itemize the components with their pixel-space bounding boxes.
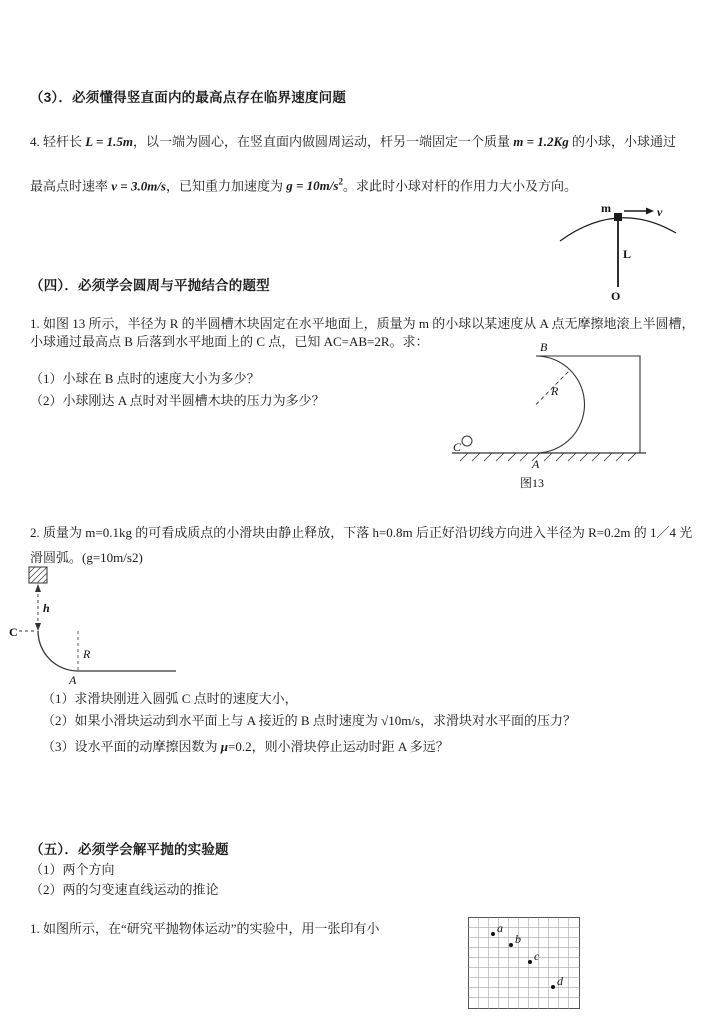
- arc-point-a-label: A: [69, 673, 77, 687]
- p4-seg4: 最高点时速率: [30, 178, 112, 194]
- figure-quarter-arc-drop: [8, 560, 183, 690]
- velocity-arrowhead-icon: [646, 208, 654, 215]
- problem-2-line-1: 2. 质量为 m=0.1kg 的可看成质点的小滑块由静止释放，下落 h=0.8m 后正好沿切线方向进入半径为 R=0.2m 的 1／4 光: [30, 525, 693, 540]
- fig13-point-a-label: A: [532, 457, 540, 471]
- grid-point-c-label: c: [534, 949, 540, 963]
- p4-seg6: 。求此时小球对杆的作用力大小及方向。: [342, 178, 577, 194]
- ground-hatching: [460, 453, 636, 461]
- block-outline: [536, 356, 640, 453]
- grid-point-b-label: b: [515, 932, 521, 946]
- figure-rod-circular-motion: [552, 196, 682, 302]
- arc-radius-label: R: [83, 647, 91, 661]
- problem-1-line-1: 1. 如图 13 所示，半径为 R 的半圆槽木块固定在水平地面上，质量为 m 的小球以某速度从 A 点无摩擦地滚上半圆槽，: [30, 316, 695, 331]
- height-arrow-down-icon: [35, 623, 41, 631]
- problem-1-line-2: 小球通过最高点 B 后落到水平地面上的 C 点，已知 AC=AB=2R。求：: [30, 334, 429, 349]
- rod-length-label: L: [623, 247, 632, 261]
- problem-2-question-2: （2）如果小滑块运动到水平面上与 A 接近的 B 点时速度为 √10m/s，求滑块对水平面的压力？: [42, 713, 577, 728]
- height-arrow-up-icon: [35, 584, 41, 592]
- section-5-heading: （五）．必须学会解平抛的实验题: [30, 842, 229, 857]
- p4-math-rod-length: L = 1.5m: [85, 134, 133, 149]
- p2-q3-text-a: （3）设水平面的动摩擦因数为: [42, 739, 221, 754]
- velocity-label: v: [657, 205, 663, 219]
- grid-point-d-label: d: [557, 974, 563, 988]
- problem-6-line-1: 1. 如图所示，在“研究平抛物体运动”的实验中，用一张印有小: [30, 921, 380, 936]
- fig13-point-c-label: C: [453, 440, 462, 454]
- problem-2-line-2: 滑圆弧。(g=10m/s2): [30, 550, 143, 565]
- grid-point-a-label: a: [497, 921, 503, 935]
- figure-13-semicircular-groove: [448, 340, 653, 495]
- ball-circle: [462, 436, 472, 446]
- arc-point-c-label: C: [9, 625, 18, 639]
- fig13-radius-label: R: [551, 384, 559, 398]
- p4-math-speed: v = 3.0m/s: [111, 178, 166, 194]
- problem-1-question-1: （1）小球在 B 点时的速度大小为多少？: [30, 371, 260, 386]
- semicircle-groove: [536, 356, 585, 453]
- problem-1-question-2: （2）小球刚达 A 点时对半圆槽木块的压力为多少？: [30, 393, 325, 408]
- p4-seg1: 4. 轻杆长: [30, 134, 86, 149]
- p4-math-mass: m = 1.2Kg: [513, 134, 569, 149]
- p4-seg3: 的小球，小球通过: [568, 134, 676, 149]
- problem-4-line-1: [30, 133, 676, 151]
- support-hatching: [29, 567, 47, 583]
- p4-math-gravity-base: g = 10m/s: [286, 178, 339, 194]
- figure-projectile-grid: [468, 917, 580, 1009]
- section-3-heading: （3）．必须懂得竖直面内的最高点存在临界速度问题: [30, 90, 347, 105]
- figure-13-caption: 图13: [520, 476, 545, 490]
- p4-math-gravity: [286, 178, 343, 193]
- ball-square: [614, 213, 622, 221]
- trajectory-point-a-dot: [491, 932, 495, 936]
- pivot-label: O: [611, 289, 621, 302]
- height-label: h: [43, 601, 50, 615]
- problem-4-line-2: [30, 176, 577, 195]
- trajectory-point-b-dot: [509, 943, 513, 947]
- section-5-item-2: （2）两的匀变速直线运动的推论: [30, 882, 219, 897]
- mass-label: m: [601, 201, 611, 215]
- section-4-heading: （四）．必须学会圆周与平抛结合的题型: [30, 278, 270, 293]
- trajectory-point-d-dot: [551, 985, 555, 989]
- p4-seg2: ，以一端为圆心，在竖直面内做圆周运动，杆另一端固定一个质量: [133, 134, 514, 149]
- trajectory-point-c-dot: [528, 960, 532, 964]
- problem-2-question-1: （1）求滑块刚进入圆弧 C 点时的速度大小，: [42, 691, 298, 706]
- section-5-item-1: （1）两个方向: [30, 862, 115, 877]
- grid-border: [469, 918, 580, 1009]
- problem-2-question-3: [42, 738, 449, 756]
- p4-seg5: ，已知重力加速度为: [165, 178, 287, 194]
- p2-q3-text-b: =0.2，则小滑块停止运动时距 A 多远？: [228, 739, 449, 754]
- quarter-arc-track: [38, 631, 78, 671]
- p2-q3-mu-symbol: μ: [220, 739, 228, 754]
- p4-math-gravity-exponent: 2: [338, 177, 343, 187]
- fig13-point-b-label: B: [540, 340, 548, 354]
